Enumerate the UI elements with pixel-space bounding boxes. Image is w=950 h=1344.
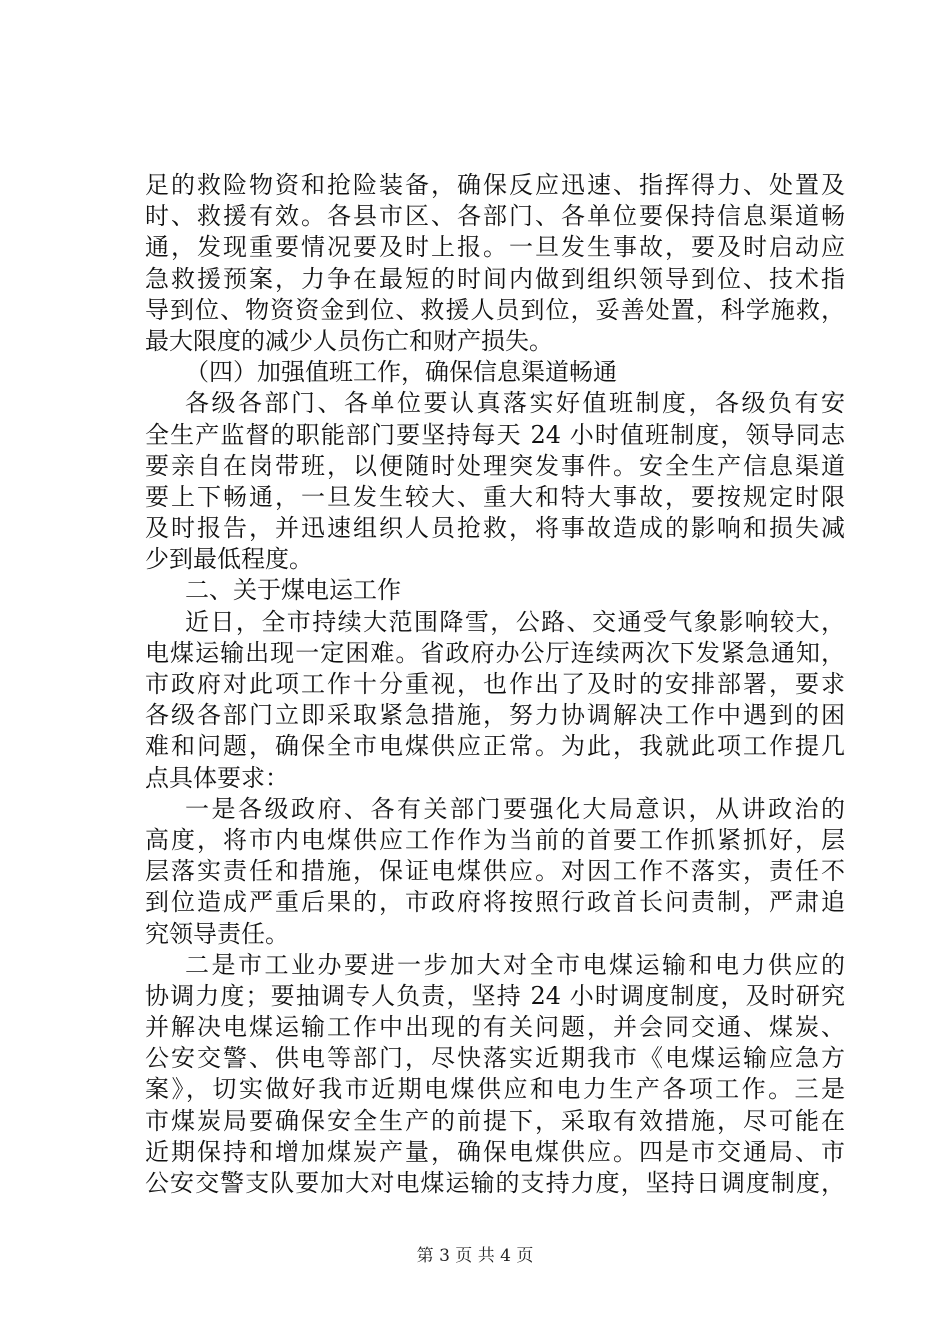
text-line: 各级各部门、各单位要认真落实好值班制度，各级负有安	[185, 389, 845, 418]
text-line: 及时报告，并迅速组织人员抢救，将事故造成的影响和损失减	[145, 514, 845, 543]
text-line: 协调力度；要抽调专人负责，坚持 24 小时调度制度，及时研究	[145, 981, 845, 1010]
text-line: 少到最低程度。	[145, 545, 313, 574]
text-line: 点具体要求：	[145, 763, 289, 792]
text-line: 二是市工业办要进一步加大对全市电煤运输和电力供应的	[185, 950, 845, 979]
page-footer: 第 3 页 共 4 页	[416, 1246, 534, 1266]
text-line: 案》，切实做好我市近期电煤供应和电力生产各项工作。三是	[145, 1075, 845, 1104]
text-line: 并解决电煤运输工作中出现的有关问题，并会同交通、煤炭、	[145, 1013, 845, 1042]
text-line: （四）加强值班工作，确保信息渠道畅通	[185, 358, 617, 387]
text-line: 市政府对此项工作十分重视，也作出了及时的安排部署，要求	[145, 670, 845, 698]
body-text	[145, 170, 845, 1199]
text-line: 近日，全市持续大范围降雪，公路、交通受气象影响较大，	[185, 607, 845, 636]
text-line: 高度，将市内电煤供应工作作为当前的首要工作抓紧抓好，层	[145, 825, 845, 854]
text-line: 公安交警支队要加大对电煤运输的支持力度，坚持日调度制度，	[145, 1169, 845, 1197]
text-line: 市煤炭局要确保安全生产的前提下，采取有效措施，尽可能在	[145, 1106, 845, 1135]
text-line: 要亲自在岗带班，以便随时处理突发事件。安全生产信息渠道	[145, 451, 845, 480]
text-line: 二、关于煤电运工作	[185, 576, 401, 605]
text-line: 导到位、物资资金到位、救援人员到位，妥善处置，科学施救，	[145, 295, 845, 324]
text-line: 层落实责任和措施，保证电煤供应。对因工作不落实，责任不	[145, 857, 845, 886]
text-line: 究领导责任。	[145, 919, 289, 948]
text-line: 足的救险物资和抢险装备，确保反应迅速、指挥得力、处置及	[145, 171, 845, 199]
text-line: 电煤运输出现一定困难。省政府办公厅连续两次下发紧急通知，	[145, 638, 845, 667]
text-line: 时、救援有效。各县市区、各部门、各单位要保持信息渠道畅	[145, 202, 845, 231]
text-line: 最大限度的减少人员伤亡和财产损失。	[145, 326, 553, 355]
text-line: 公安交警、供电等部门，尽快落实近期我市《电煤运输应急方	[145, 1044, 845, 1073]
text-line: 一是各级政府、各有关部门要强化大局意识，从讲政治的	[185, 794, 845, 823]
text-line: 到位造成严重后果的，市政府将按照行政首长问责制，严肃追	[145, 888, 845, 917]
text-line: 急救援预案，力争在最短的时间内做到组织领导到位、技术指	[145, 264, 845, 293]
text-line: 各级各部门立即采取紧急措施，努力协调解决工作中遇到的困	[145, 701, 845, 730]
text-line: 难和问题，确保全市电煤供应正常。为此，我就此项工作提几	[145, 732, 845, 761]
text-line: 全生产监督的职能部门要坚持每天 24 小时值班制度，领导同志	[145, 420, 845, 449]
text-line: 要上下畅通，一旦发生较大、重大和特大事故，要按规定时限	[145, 482, 845, 511]
text-line: 近期保持和增加煤炭产量，确保电煤供应。四是市交通局、市	[145, 1137, 845, 1166]
text-line: 通，发现重要情况要及时上报。一旦发生事故，要及时启动应	[145, 233, 845, 262]
